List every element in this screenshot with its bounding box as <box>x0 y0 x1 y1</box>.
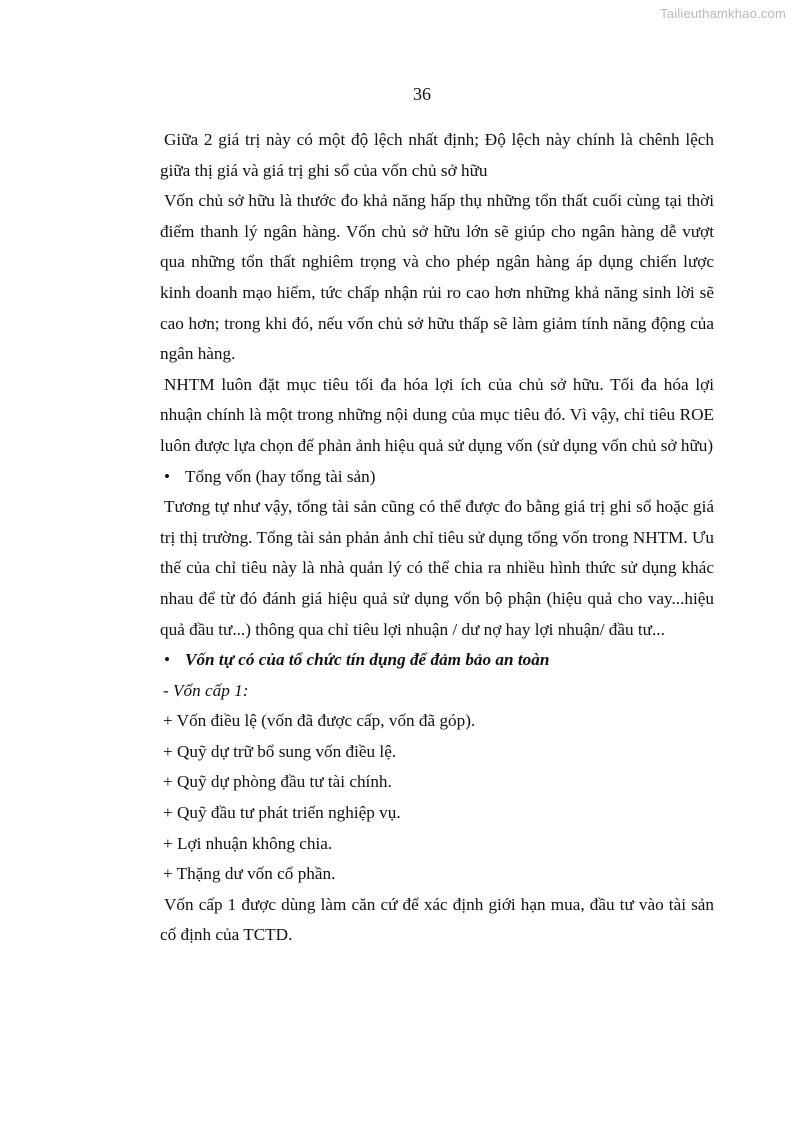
bullet-total-capital <box>160 462 714 493</box>
list-item: + Vốn điều lệ (vốn đã được cấp, vốn đã góp). <box>163 711 476 731</box>
paragraph-5: Vốn cấp 1 được dùng làm căn cứ để xác định giới hạn mua, đầu tư vào tài sản cố định của TCTD. <box>160 894 714 945</box>
paragraph-3: NHTM luôn đặt mục tiêu tối đa hóa lợi ích của chủ sở hữu. Tối đa hóa lợi nhuận chính là một trong những nội dung của mục tiêu đó. Vì vậy, chỉ tiêu ROE luôn được lựa chọn để phản ảnh hiệu quả sử dụng vốn (sử dụng vốn chủ sở hữu) <box>160 374 714 455</box>
list-item: + Quỹ đầu tư phát triển nghiệp vụ. <box>163 803 401 823</box>
paragraph-4: Tương tự như vậy, tổng tài sản cũng có thể được đo bằng giá trị ghi sổ hoặc giá trị thị trường. Tổng tài sản phản ảnh chỉ tiêu sử dụng tổng vốn trong NHTM. Ưu thế của chỉ tiêu này là nhà quản lý có thể chia ra nhiều hình thức sử dụng khác nhau để từ đó đánh giá hiệu quả sử dụng vốn bộ phận (hiệu quả cho vay...hiệu quả đầu tư...) thông qua chỉ tiêu lợi nhuận / dư nợ hay lợi nhuận/ đầu tư... <box>160 497 714 639</box>
list-item: + Lợi nhuận không chia. <box>163 833 333 853</box>
subheading-tier-1: - Vốn cấp 1: <box>163 680 249 700</box>
list-item: + Quỹ dự phòng đầu tư tài chính. <box>163 772 392 792</box>
paragraph-2: Vốn chủ sở hữu là thước đo khả năng hấp thụ những tổn thất cuối cùng tại thời điểm thanh lý ngân hàng. Vốn chủ sở hữu lớn sẽ giúp cho ngân hàng dễ vượt qua những tổn thất nghiêm trọng và cho phép ngân hàng áp dụng chiến lược kinh doanh mạo hiểm, tức chấp nhận rủi ro cao hơn những khả năng sinh lời sẽ cao hơn; trong khi đó, nếu vốn chủ sở hữu thấp sẽ làm giảm tính năng động của ngân hàng. <box>160 191 714 364</box>
page-number: 36 <box>413 84 431 104</box>
list-item: + Quỹ dự trữ bổ sung vốn điều lệ. <box>163 741 397 761</box>
bullet-icon: • <box>164 650 171 670</box>
bullet-icon: • <box>164 466 171 486</box>
watermark: Tailieuthamkhao.com <box>660 6 786 21</box>
bullet-heading: Vốn tự có của tổ chức tín dụng để đảm bảo an toàn <box>185 650 550 670</box>
document-body <box>160 125 714 951</box>
list-item: + Thặng dư vốn cổ phần. <box>163 864 336 884</box>
paragraph-1: Giữa 2 giá trị này có một độ lệch nhất định; Độ lệch này chính là chênh lệch giữa thị giá và giá trị ghi sổ của vốn chủ sở hữu <box>160 130 714 180</box>
bullet-own-capital <box>160 645 714 676</box>
bullet-text: Tổng vốn (hay tổng tài sản) <box>185 466 376 486</box>
